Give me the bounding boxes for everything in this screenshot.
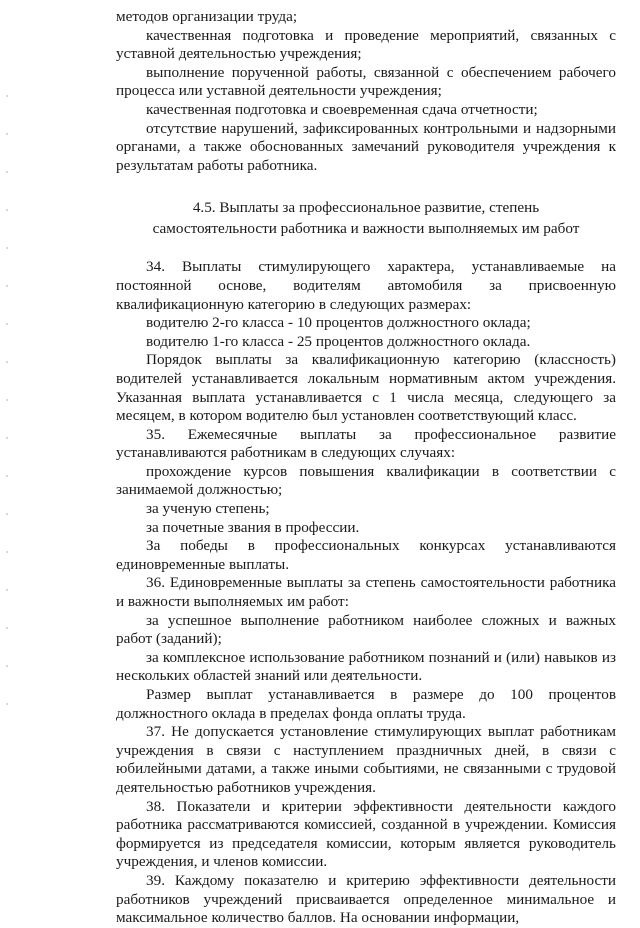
paragraph-34: 34. Выплаты стимулирующего характера, устанавливаемые на постоянной основе, водителям автомобиля за присвоенную квалификационную категорию в следующих размерах: (116, 258, 616, 313)
paragraph: водителю 2-го класса - 10 процентов должностного оклада; (146, 314, 531, 332)
paragraph: выполнение порученной работы, связанной с обеспечением рабочего процесса или уставной деятельности учреждения; (116, 63, 616, 100)
paragraph: за ученую степень; (146, 500, 270, 518)
paragraph: Порядок выплаты за квалификационную категорию (классность) водителей устанавливается локальным нормативным актом учреждения. Указанная выплата устанавливается с 1 числа месяца, следующего за месяцем, в котором водителю был установлен соответствующий класс. (116, 351, 616, 425)
paragraph: качественная подготовка и своевременная сдача отчетности; (146, 100, 538, 118)
paragraph: отсутствие нарушений, зафиксированных контрольными и надзорными органами, а также обоснованных замечаний руководителя учреждения к результатам работы работника. (116, 119, 616, 174)
paragraph-37: 37. Не допускается установление стимулирующих выплат работникам учреждения в связи с наступлением праздничных дней, в связи с юбилейными датами, а также иными событиями, не связанными с трудовой деятельностью работников учреждения. (116, 723, 616, 796)
spacer (116, 239, 616, 258)
paragraph: за комплексное использование работником познаний и (или) навыков из нескольких областей знаний или деятельности. (116, 648, 616, 685)
section-heading (116, 197, 616, 239)
section-heading-line: самостоятельности работника и важности выполняемых им работ (152, 220, 580, 238)
section-heading-line: 4.5. Выплаты за профессиональное развитие, степень (192, 199, 540, 217)
paragraph: прохождение курсов повышения квалификации в соответствии с занимаемой должностью; (116, 462, 616, 499)
paragraph: За победы в профессиональных конкурсах устанавливаются единовременные выплаты. (116, 537, 616, 573)
paragraph: качественная подготовка и проведение мероприятий, связанных с уставной деятельностью учреждения; (116, 26, 616, 63)
paragraph: за почетные звания в профессии. (146, 518, 360, 536)
paragraph-39: 39. Каждому показателю и критерию эффективности деятельности работников учреждений присваивается определенное минимальное и максимальное количество баллов. На основании информации, (116, 871, 616, 927)
paragraph: водителю 1-го класса - 25 процентов должностного оклада. (146, 332, 531, 350)
scan-margin-marks (6, 95, 8, 735)
paragraph: за успешное выполнение работником наиболее сложных и важных работ (заданий); (116, 611, 616, 648)
paragraph: методов организации труда; (116, 8, 298, 25)
paragraph: Размер выплат устанавливается в размере до 100 процентов должностного оклада в пределах фонда оплаты труда. (116, 686, 616, 722)
paragraph-35: 35. Ежемесячные выплаты за профессиональное развитие устанавливаются работникам в следующих случаях: (116, 425, 616, 462)
document-body (116, 8, 616, 928)
paragraph-38: 38. Показатели и критерии эффективности деятельности каждого работника рассматриваются комиссией, созданной в учреждении. Комиссия формируется из председателя комиссии, которым является руководитель учреждения, и членов комиссии. (116, 797, 616, 871)
paragraph-36: 36. Единовременные выплаты за степень самостоятельности работника и важности выполняемых им работ: (116, 574, 616, 611)
